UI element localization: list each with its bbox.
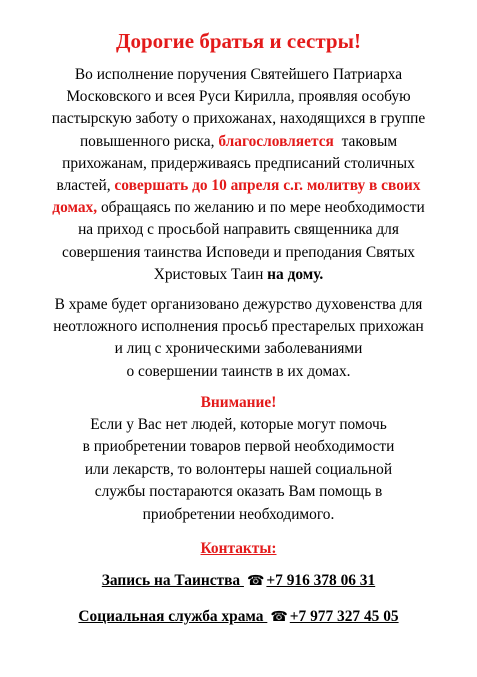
volunteer-help-paragraph <box>26 414 451 526</box>
contact-social-service <box>26 606 451 628</box>
text-line <box>26 264 451 286</box>
text-run: обращаясь по желанию и по мере необходимости <box>97 199 425 217</box>
telephone-icon: ☎ <box>270 609 288 626</box>
contact-phone-social[interactable]: +7 977 327 45 05 <box>289 608 399 626</box>
text-line: прихожанам, придерживаясь предписаний столичных <box>62 154 415 172</box>
text-line: и лиц с хроническими заболеваниями <box>114 340 363 358</box>
contacts-heading: Контакты: <box>200 540 277 558</box>
clergy-duty-paragraph <box>26 294 451 383</box>
text-line: службы постараются оказать Вам помощь в <box>94 483 383 501</box>
text-run: повышенного риска, <box>79 132 219 150</box>
text-line: Если у Вас нет людей, которые могут помочь <box>90 416 387 434</box>
highlight-blessing: благословляется <box>218 132 334 150</box>
telephone-icon: ☎ <box>246 573 265 590</box>
text-line: о совершении таинств в их домах. <box>126 362 351 380</box>
text-line <box>26 197 451 219</box>
page-title: Дорогие братья и сестры! <box>116 29 361 53</box>
contact-phone-sacraments[interactable]: +7 916 378 06 31 <box>266 572 376 590</box>
text-line: в приобретении товаров первой необходимости <box>82 438 395 456</box>
text-line: В храме будет организовано дежурство духовенства для <box>54 296 423 314</box>
highlight-at-home: на дому. <box>267 265 324 283</box>
contact-sacraments <box>26 570 451 592</box>
text-line: приобретении необходимого. <box>142 505 335 523</box>
contact-label: Запись на Таинства <box>101 572 244 590</box>
text-line: пастырскую заботу о прихожанах, находящихся в группе <box>51 110 426 128</box>
text-line: неотложного исполнения просьб престарелых прихожан <box>53 318 424 336</box>
text-run: властей, <box>56 177 115 195</box>
attention-heading: Внимание! <box>200 393 277 411</box>
highlight-homes: домах, <box>52 199 98 217</box>
text-line: на приход с просьбой направить священника для <box>78 221 399 239</box>
text-line: Во исполнение поручения Святейшего Патриарха <box>74 66 403 83</box>
text-run: таковым <box>333 132 398 150</box>
contact-label: Социальная служба храма <box>78 608 268 626</box>
text-line <box>26 175 451 197</box>
text-line: Московского и всея Руси Кирилла, проявляя особую <box>66 88 411 106</box>
highlight-prayer: совершать до 10 апреля с.г. молитву в своих <box>114 177 421 195</box>
text-line: совершения таинства Исповеди и преподания Святых <box>62 243 415 261</box>
text-line: или лекарств, то волонтеры нашей социальной <box>84 460 393 478</box>
text-line <box>26 131 451 153</box>
instruction-paragraph <box>26 64 451 286</box>
text-run: Христовых Таин <box>153 265 268 283</box>
